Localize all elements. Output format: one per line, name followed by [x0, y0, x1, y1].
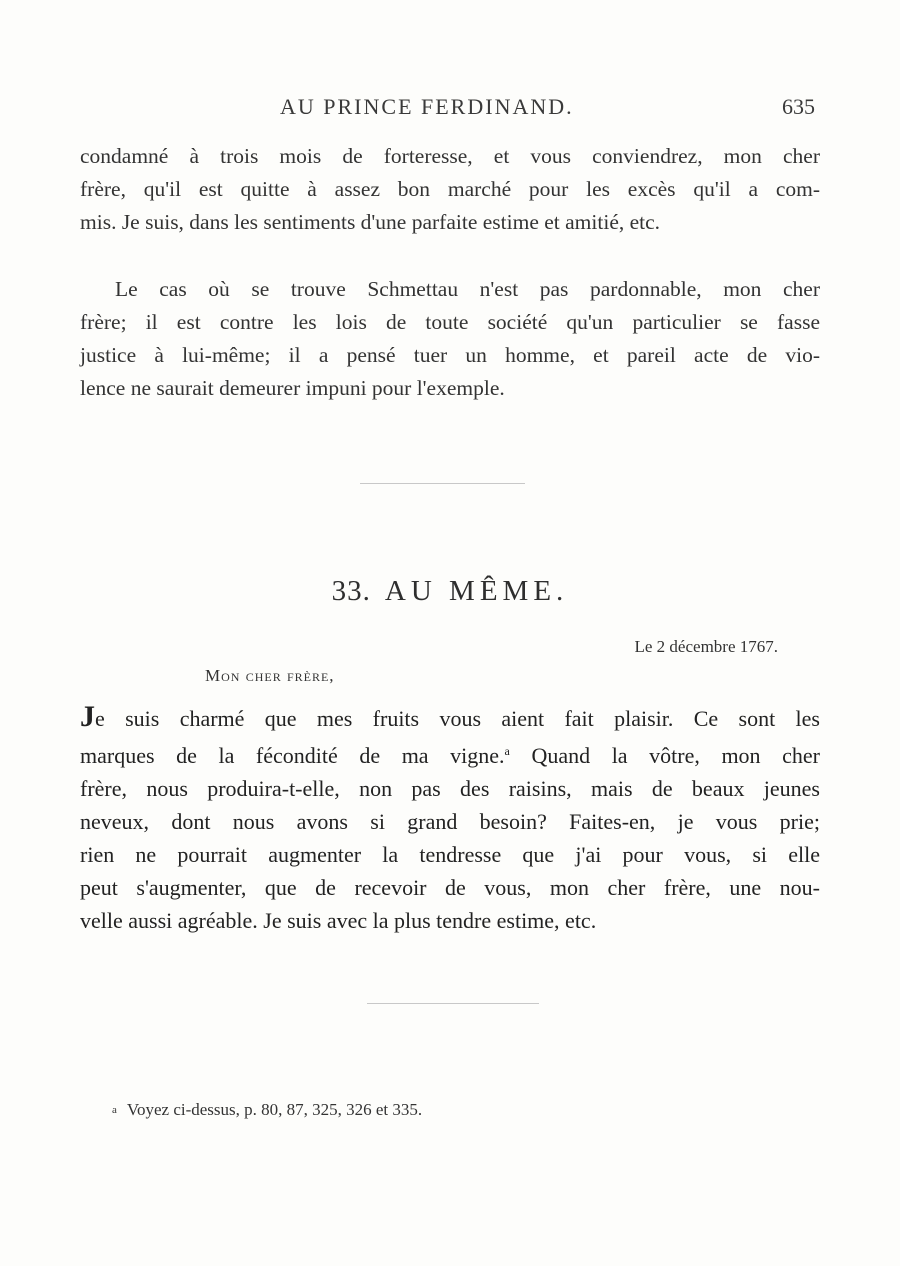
paragraph-continued — [80, 140, 820, 239]
running-header — [0, 94, 900, 124]
running-head-title: AU PRINCE FERDINAND. — [280, 94, 574, 119]
footnote — [112, 1100, 422, 1120]
section-divider — [367, 1003, 539, 1004]
salutation: Mon cher frère, — [205, 666, 335, 685]
text-line-content: marques de la fécondité de ma vigne. — [80, 743, 505, 768]
text-line: mis. Je suis, dans les sentiments d'une parfaite estime et amitié, etc. — [80, 210, 661, 234]
text-line: lence ne saurait demeurer impuni pour l'exemple. — [80, 376, 505, 400]
text-line: frère, qu'il est quitte à assez bon marché pour les excès qu'il a com- — [80, 177, 820, 201]
text-line — [80, 735, 820, 772]
dateline: Le 2 décembre 1767. — [634, 637, 778, 656]
page-number: 635 — [782, 94, 815, 119]
text-line: justice à lui-même; il a pensé tuer un homme, et pareil acte de vio- — [80, 343, 820, 367]
letter-heading — [0, 575, 900, 608]
text-line: frère, nous produira-t-elle, non pas des raisins, mais de beaux jeunes — [80, 776, 820, 801]
footnote-mark: a — [112, 1104, 117, 1116]
footnote-text: Voyez ci-dessus, p. 80, 87, 325, 326 et 335. — [126, 1100, 423, 1119]
footnote-reference[interactable]: a — [504, 744, 510, 758]
text-line: peut s'augmenter, que de recevoir de vous, mon cher frère, une nou- — [80, 875, 820, 900]
text-line: velle aussi agréable. Je suis avec la plus tendre estime, etc. — [80, 908, 597, 933]
section-divider — [360, 483, 525, 484]
text-line: frère; il est contre les lois de toute société qu'un particulier se fasse — [80, 310, 820, 334]
text-line-content: e suis charmé que mes fruits vous aient fait plaisir. Ce sont les — [95, 706, 820, 731]
text-line-content: Quand la vôtre, mon cher — [509, 743, 820, 768]
drop-initial: J — [80, 700, 95, 733]
letter-number: 33. — [331, 575, 371, 607]
text-line: neveux, dont nous avons si grand besoin? Faites-en, je vous prie; — [80, 809, 820, 834]
text-line: rien ne pourrait augmenter la tendresse que j'ai pour vous, si elle — [80, 842, 820, 867]
letter-body — [80, 700, 820, 937]
text-line: condamné à trois mois de forteresse, et vous conviendrez, mon cher — [80, 144, 820, 168]
text-line: Le cas où se trouve Schmettau n'est pas pardonnable, mon cher — [115, 277, 820, 301]
text-line — [80, 700, 820, 735]
letter-title: AU MÊME. — [384, 575, 569, 607]
paragraph-schmettau — [80, 273, 820, 405]
